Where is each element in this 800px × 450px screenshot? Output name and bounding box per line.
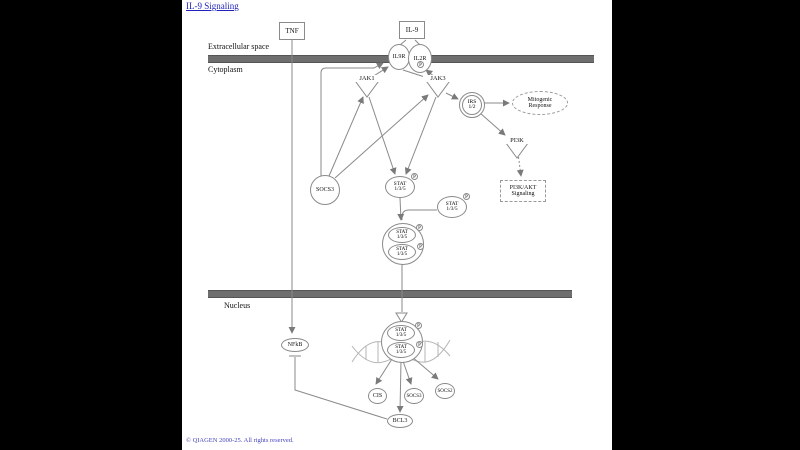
node-mitogenic-response[interactable] — [512, 91, 568, 115]
node-stat-135-second[interactable] — [437, 196, 467, 218]
node-bcl3[interactable] — [387, 414, 413, 428]
node-stat1-label-2: 1/3/5 — [394, 186, 406, 192]
node-bcl3-label: BCL3 — [392, 418, 408, 424]
phospho-badge: P — [411, 173, 418, 180]
nuc-dimer-b-label-2: 1/3/5 — [395, 350, 407, 355]
node-il9-label: IL-9 — [405, 25, 419, 34]
node-socs2-label: SOCS2 — [437, 388, 453, 394]
node-socs3-cyto-label: SOCS3 — [315, 187, 334, 193]
node-pi3k-akt-label-1: PI3K/AKT — [509, 185, 537, 191]
node-mitogenic-label-1: Mitogenic — [527, 97, 553, 103]
node-nfkb[interactable] — [281, 338, 309, 352]
node-irs-1-2[interactable] — [459, 92, 485, 118]
node-nfkb-label: NFkB — [287, 342, 303, 348]
extracellular-space-label: Extracellular space — [208, 42, 270, 51]
node-cis[interactable] — [368, 388, 387, 404]
node-tnf[interactable] — [279, 22, 305, 40]
node-irs-label-1: IRS — [467, 98, 477, 105]
node-il2r-label: IL2R — [413, 55, 427, 62]
dimer-b-label-2: 1/3/5 — [396, 252, 408, 257]
nuc-dimer-b-label-1: STAT — [395, 345, 407, 350]
nuc-dimer-a-label-1: STAT — [395, 328, 407, 333]
node-il2r[interactable] — [408, 44, 432, 73]
node-pi3k-akt-signaling[interactable] — [500, 180, 546, 202]
node-stat2-label-2: 1/3/5 — [446, 206, 458, 212]
pathway-title-link[interactable]: IL-9 Signaling — [186, 1, 239, 11]
dimer-a-label-1: STAT — [396, 230, 408, 235]
cytoplasm-label: Cytoplasm — [208, 65, 243, 74]
dimer-a-label-2: 1/3/5 — [396, 235, 408, 240]
phospho-badge: P — [416, 341, 423, 348]
node-jak1[interactable]: JAK1 — [352, 75, 382, 82]
node-pi3k-akt-label-2: Signaling — [511, 191, 535, 197]
node-socs3-cytoplasm[interactable] — [310, 175, 340, 205]
node-socs3-nucleus[interactable] — [404, 388, 424, 404]
node-il9r-label: IL9R — [392, 54, 406, 60]
node-stat1-label-1: STAT — [393, 180, 407, 187]
nuc-dimer-a-label-2: 1/3/5 — [395, 333, 407, 338]
pathway-canvas — [182, 0, 612, 450]
node-stat-135[interactable] — [385, 176, 415, 198]
node-il9r[interactable] — [388, 44, 410, 70]
copyright-text: © QIAGEN 2000-25. All rights reserved. — [186, 437, 294, 444]
node-tnf-label: TNF — [285, 26, 299, 35]
node-stat-dimer-nucleus[interactable] — [381, 321, 423, 363]
node-cis-label: CIS — [372, 393, 383, 399]
phospho-badge: P — [416, 224, 423, 231]
phospho-badge: P — [417, 61, 424, 68]
node-jak3[interactable]: JAK3 — [423, 75, 453, 82]
node-stat2-label-1: STAT — [445, 200, 459, 207]
nucleus-label: Nucleus — [224, 301, 251, 310]
node-socs2[interactable] — [435, 383, 455, 399]
dimer-b-label-1: STAT — [396, 247, 408, 252]
node-il9[interactable] — [399, 21, 425, 39]
node-pi3k[interactable]: PI3K — [502, 137, 532, 144]
phospho-badge: P — [463, 193, 470, 200]
node-socs3-nuc-label: SOCS3 — [406, 393, 422, 399]
phospho-badge: P — [417, 243, 424, 250]
phospho-badge: P — [415, 322, 422, 329]
node-irs-label-2: 1/2 — [468, 104, 476, 110]
node-stat-dimer-cytoplasm[interactable] — [382, 223, 424, 265]
node-mitogenic-label-2: Response — [528, 103, 552, 109]
kinase-shapes — [353, 78, 531, 158]
